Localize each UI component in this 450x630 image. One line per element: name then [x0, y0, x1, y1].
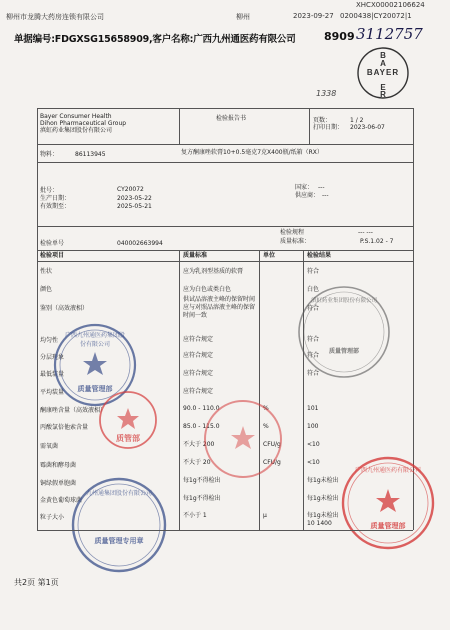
table-row-std: 应为乳剂型基质的软膏 [183, 268, 244, 275]
report-title: 检验报告书 [216, 115, 247, 122]
table-row-item: 金黄色葡萄球菌 [40, 497, 83, 504]
country-label: 国家： [295, 184, 314, 191]
table-row-item: 霉菌和酵母菌 [40, 462, 77, 469]
table-row-unit: CFU/g [263, 459, 281, 466]
table-row-result: 每1g未检出 [307, 512, 339, 519]
table-row-std: 不大于 20 [183, 459, 211, 466]
stamp-subtext: 质量管理部 [370, 522, 406, 530]
stamp-text: 广西九州通医药有限公司 [354, 467, 421, 474]
company-cn: 滇虹药业集团股份有限公司 [40, 127, 113, 134]
group-stamp-blue [70, 476, 168, 574]
qc-stamp-red [98, 390, 158, 450]
country-value: --- [318, 184, 325, 191]
table-row-result: 每1g未检出 [307, 477, 339, 484]
table-row-result: 白色 [307, 286, 320, 293]
col-header-item: 检验项目 [40, 252, 65, 259]
company-en-1: Bayer Consumer Health [40, 113, 112, 120]
table-row-item: 性状 [40, 268, 53, 275]
lot-label: 批号： [40, 187, 59, 194]
table-row-item: 粒子大小 [40, 514, 65, 521]
document-number-line: 单据编号:FDGXSG15658909,客户名称:广西九州通医药有限公司 [14, 34, 296, 45]
material-label: 物料： [40, 151, 59, 158]
table-row-item: 酮康唑含量（高效液相） [40, 407, 107, 414]
lot-value: CY20072 [117, 186, 144, 193]
table-row-result: <10 [307, 441, 320, 448]
document-code: 8909 [324, 30, 355, 43]
svg-text:B: B [380, 51, 386, 60]
red-stamp-mid [202, 398, 284, 480]
table-row-item: 铜绿假单胞菌 [40, 480, 77, 487]
stamp-text: 质管部 [116, 434, 140, 443]
company-en-2: Dihon Pharmaceutical Group [40, 120, 127, 127]
material-code: 86113945 [75, 151, 106, 158]
table-row-item: 鉴别（高效液相） [40, 305, 89, 312]
table-row-std: 每1g不得检出 [183, 495, 221, 502]
supplier-label: 供应商： [295, 192, 320, 199]
prod-date-label: 生产日期： [40, 195, 71, 202]
table-row-item: 最低装量 [40, 371, 65, 378]
stamp-text: 广西九州通医药集团股份有限公司 [64, 332, 125, 348]
stamp-subtext: 质量管理部 [328, 348, 359, 355]
stamp-subtext: 质量管理部 [77, 385, 113, 393]
table-row-std: 90.0 - 110.0 [183, 405, 220, 412]
table-row-result: 符合 [307, 352, 320, 359]
svg-text:E: E [380, 83, 386, 92]
page-value: 1 / 2 [350, 117, 364, 124]
fax-company: 柳州市龙腾大药房连锁有限公司 [6, 13, 104, 21]
table-row-std: 每1g不得检出 [183, 477, 221, 484]
table-row-item: 颜色 [40, 286, 53, 293]
table-row-std: 应为白色或类白色 [183, 286, 232, 293]
table-row-unit: % [263, 405, 269, 412]
table-row-std: 85.0 - 115.0 [183, 423, 220, 430]
handwritten-number: 3112757 [356, 25, 423, 43]
quality-std-label: 质量标准： [280, 238, 311, 245]
page-label: 页数： [313, 117, 332, 124]
stamp-text: 滇虹药业集团股份有限公司 [310, 298, 377, 304]
quality-std-value: P.S.1.02 - 7 [360, 238, 394, 245]
table-row-result: 101 [307, 405, 319, 412]
logo-text: BAYER [366, 68, 400, 77]
col-header-unit: 单位 [263, 252, 276, 259]
standard-label: 检验规程 [280, 229, 305, 236]
table-row-item: 需氧菌 [40, 443, 59, 450]
table-row-result: 10 1400 [307, 520, 332, 527]
dihon-stamp [296, 284, 392, 380]
table-row-std: 应符合规定 [183, 370, 214, 377]
handwritten-note: 1338 [316, 89, 337, 98]
table-row-std: 应符合规定 [183, 336, 214, 343]
fax-id: XHCX00002106624 [356, 1, 425, 9]
table-row-unit: % [263, 423, 269, 430]
table-row-std: 应符合规定 [183, 352, 214, 359]
fax-code: 0200438|CY20072|1 [340, 12, 412, 20]
table-row-std: 供试品溶液主峰的保留时间应与对照品溶液主峰的保留时间一致 [183, 296, 256, 319]
table-row-unit: μ [263, 512, 267, 519]
table-row-item: 丙酸氯倍他索含量 [40, 424, 89, 431]
col-header-standard: 质量标准 [183, 252, 208, 259]
table-row-result: 符合 [307, 305, 320, 312]
company-stamp-red [340, 455, 436, 551]
bayer-logo [356, 46, 410, 100]
svg-text:A: A [380, 59, 386, 68]
print-date: 2023-06-07 [350, 124, 385, 131]
print-date-label: 打印日期： [313, 124, 344, 131]
table-row-item: 均匀性 [40, 337, 59, 344]
expiry-label: 有效期至： [40, 203, 71, 210]
fax-date: 2023-09-27 [293, 12, 334, 20]
table-row-std: 不大于 200 [183, 441, 215, 448]
table-row-result: 符合 [307, 370, 320, 377]
table-row-std: 不小于 1 [183, 512, 207, 519]
table-row-std: 应符合规定 [183, 388, 214, 395]
table-row-result: 每1g未检出 [307, 495, 339, 502]
standard-value: --- --- [358, 229, 373, 236]
product-name: 复方酮康唑软膏10+0.5毫克7克X400瓶/纸箱（RX） [181, 149, 323, 156]
table-row-unit: CFU/g [263, 441, 281, 448]
expiry-date: 2025-05-21 [117, 203, 152, 210]
table-row-item: 平均装量 [40, 389, 65, 396]
col-header-result: 检验结果 [307, 252, 332, 259]
table-row-result: <10 [307, 459, 320, 466]
fax-city: 柳州 [236, 13, 250, 21]
stamp-text: 九州通集团股份有限公司 [85, 490, 152, 497]
table-row-result: 100 [307, 423, 319, 430]
table-row-result: 符合 [307, 268, 320, 275]
svg-text:R: R [380, 90, 386, 99]
stamp-subtext: 质量管理专用章 [94, 537, 144, 545]
page-counter: 共2页 第1页 [14, 578, 59, 587]
table-row-item: 分层现象 [40, 354, 65, 361]
inspection-no-label: 检验单号 [40, 240, 65, 247]
prod-date: 2023-05-22 [117, 195, 152, 202]
supplier-value: --- [322, 192, 329, 199]
table-row-result: 符合 [307, 336, 320, 343]
inspection-no: 040002663994 [117, 240, 163, 247]
